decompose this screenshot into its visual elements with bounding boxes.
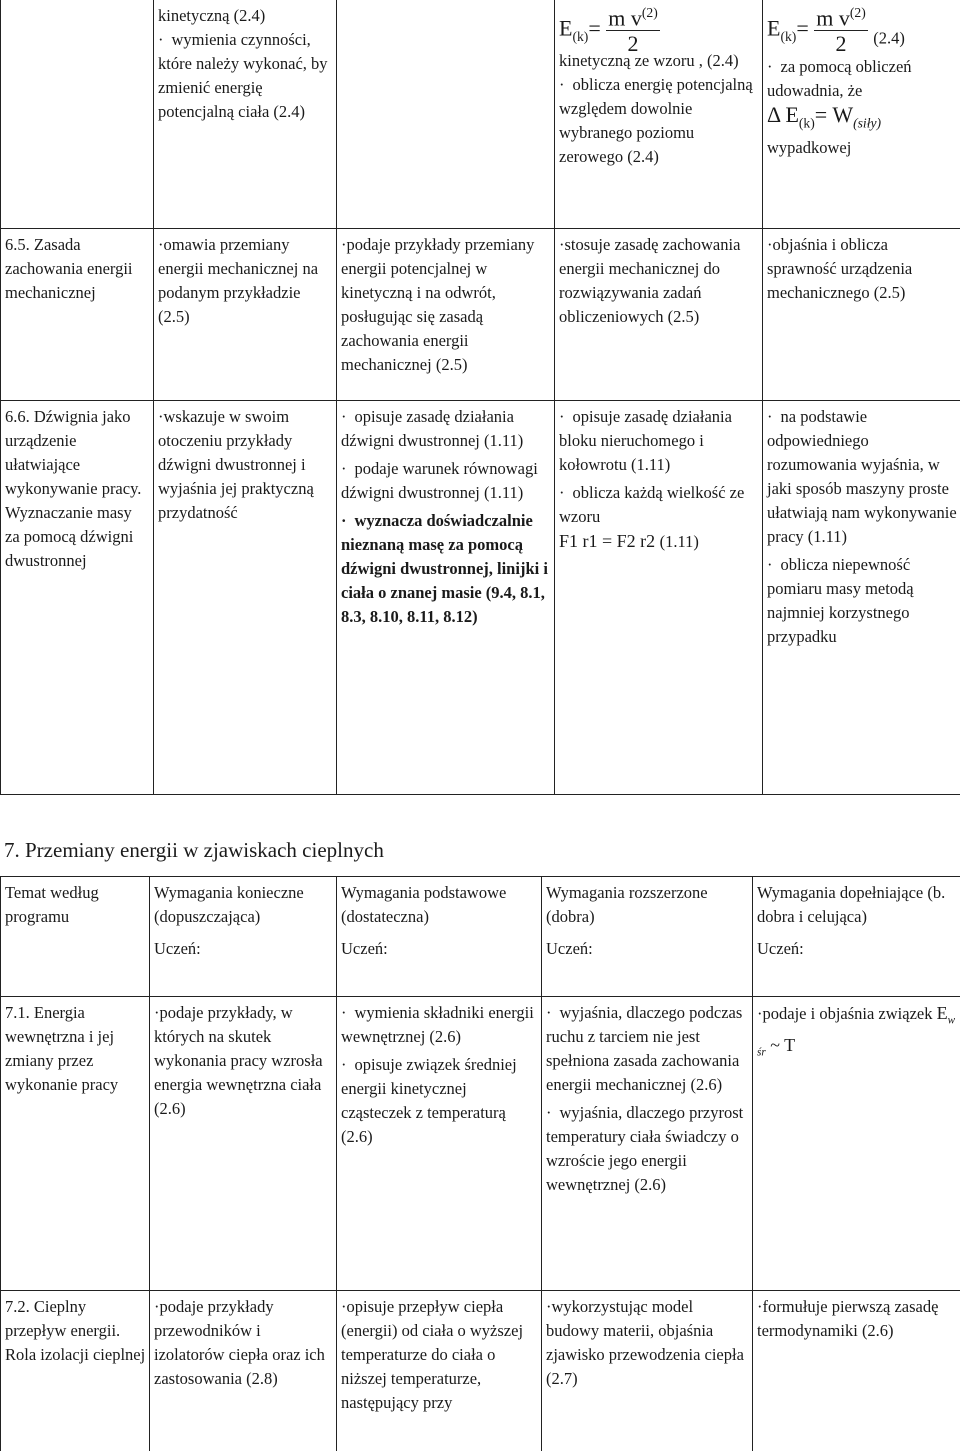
table-row [1, 400, 960, 794]
list-item: wypadkowej [767, 136, 957, 160]
basic-req-cell [154, 0, 337, 228]
supplementary-req-cell [763, 0, 960, 228]
standard-req-cell [337, 997, 542, 1291]
topic-cell: 7.1. Energia wewnętrzna i jej zmiany przez wykonanie pracy [1, 997, 150, 1291]
kinetic-energy-formula: $E_{(k)}=$ $\frac{m v^{(2)}}{2}$ [559, 6, 759, 55]
supplementary-req-cell: ·formułuje pierwszą zasadę termodynamiki (2.6) [753, 1291, 960, 1451]
extended-req-cell [555, 400, 763, 794]
work-energy-formula: Δ $E_{(k)}= W_{(siły)}$ [767, 103, 957, 135]
standard-req-cell [337, 0, 555, 228]
list-item: · opisuje związek średniej energii kinetycznej cząsteczek z temperaturą (2.6) [341, 1053, 538, 1149]
header-supplementary: Wymagania dopełniające (b. dobra i celująca) Uczeń: [753, 877, 960, 997]
list-item: · wyjaśnia, dlaczego podczas ruchu z tarciem nie jest spełniona zasada zachowania energii mechanicznej (2.6) [546, 1001, 749, 1097]
list-item: · wyjaśnia, dlaczego przyrost temperatury ciała świadczy o wzroście jego energii wewnętrznej (2.6) [546, 1101, 749, 1197]
list-item: · oblicza niepewność pomiaru masy metodą najmniej korzystnego przypadku [767, 553, 957, 649]
basic-req-cell: ·omawia przemiany energii mechanicznej na podanym przykładzie (2.5) [154, 228, 337, 400]
extended-req-cell: ·stosuje zasadę zachowania energii mechanicznej do rozwiązywania zadań obliczeniowych (2.5) [555, 228, 763, 400]
basic-req-cell: ·podaje przykłady przewodników i izolatorów ciepła oraz ich zastosowania (2.8) [150, 1291, 337, 1451]
list-item: · oblicza energię potencjalną względem dowolnie wybranego poziomu zerowego (2.4) [559, 73, 759, 169]
standard-req-cell: ·opisuje przepływ ciepła (energii) od ciała o wyższej temperaturze do ciała o niższej temperaturze, następujący przy [337, 1291, 542, 1451]
list-item: kinetyczną ze wzoru , (2.4) [559, 49, 759, 73]
list-item: · wymienia czynności, które należy wykonać, by zmienić energię potencjalną ciała (2.4) [158, 28, 333, 124]
kinetic-energy-formula: $E_{(k)}=$ $\frac{m v^{(2)}}{2}$ $_{(2.4)}$ [767, 6, 957, 55]
list-item: · opisuje zasadę działania dźwigni dwustronnej (1.11) [341, 405, 551, 453]
topic-cell [1, 0, 154, 228]
header-extended: Wymagania rozszerzone (dobra) Uczeń: [542, 877, 753, 997]
list-item: · oblicza każdą wielkość ze wzoru [559, 481, 759, 529]
list-item: · podaje warunek równowagi dźwigni dwustronnej (1.11) [341, 457, 551, 505]
topic-cell: 6.6. Dźwignia jako urządzenie ułatwiające wykonywanie pracy. Wyznaczanie masy za pomocą dźwigni dwustronnej [1, 400, 154, 794]
requirements-table-section-7 [0, 876, 960, 1451]
table-row [1, 228, 960, 400]
extended-req-cell [542, 997, 753, 1291]
supplementary-req-cell [763, 400, 960, 794]
table-row [1, 997, 960, 1291]
section-title: 7. Przemiany energii w zjawiskach cieplnych [4, 836, 384, 864]
table-row [1, 1291, 960, 1451]
extended-req-cell [555, 0, 763, 228]
table-row [1, 0, 960, 228]
supplementary-req-cell: ·podaje i objaśnia związek $E_{w śr}$ ~ T [753, 997, 960, 1291]
table-header-row [1, 877, 960, 997]
topic-cell: 6.5. Zasada zachowania energii mechanicznej [1, 228, 154, 400]
topic-cell: 7.2. Cieplny przepływ energii. Rola izolacji cieplnej [1, 1291, 150, 1451]
list-item: · wyznacza doświadczalnie nieznaną masę za pomocą dźwigni dwustronnej, linijki i ciała o znanej masie (9.4, 8.1, 8.3, 8.10, 8.11, 8.12) [341, 509, 551, 629]
standard-req-cell: ·podaje przykłady przemiany energii potencjalnej w kinetyczną i na odwrót, posługując się zasadą zachowania energii mechanicznej (2.5) [337, 228, 555, 400]
supplementary-req-cell: ·objaśnia i oblicza sprawność urządzenia mechanicznego (2.5) [763, 228, 960, 400]
list-item: · opisuje zasadę działania bloku nieruchomego i kołowrotu (1.11) [559, 405, 759, 477]
basic-req-cell: ·wskazuje w swoim otoczeniu przykłady dźwigni dwustronnej i wyjaśnia jej praktyczną przydatność [154, 400, 337, 794]
header-topic: Temat według programu [1, 877, 150, 997]
header-basic: Wymagania konieczne (dopuszczająca) Uczeń: [150, 877, 337, 997]
standard-req-cell [337, 400, 555, 794]
list-item: · na podstawie odpowiedniego rozumowania wyjaśnia, w jaki sposób maszyny proste ułatwiają nam wykonywanie pracy (1.11) [767, 405, 957, 549]
list-item: · za pomocą obliczeń udowadnia, że [767, 55, 957, 103]
extended-req-cell: ·wykorzystując model budowy materii, objaśnia zjawisko przewodzenia ciepła (2.7) [542, 1291, 753, 1451]
list-item: kinetyczną (2.4) [158, 4, 333, 28]
basic-req-cell: ·podaje przykłady, w których na skutek wykonania pracy wzrosła energia wewnętrzna ciała (2.6) [150, 997, 337, 1291]
lever-formula: F1 r1 = F2 r2 (1.11) [559, 529, 759, 554]
list-item: · wymienia składniki energii wewnętrznej (2.6) [341, 1001, 538, 1049]
energy-temperature-formula: $E_{w śr}$ ~ T [757, 1003, 955, 1055]
header-standard: Wymagania podstawowe (dostateczna) Uczeń: [337, 877, 542, 997]
